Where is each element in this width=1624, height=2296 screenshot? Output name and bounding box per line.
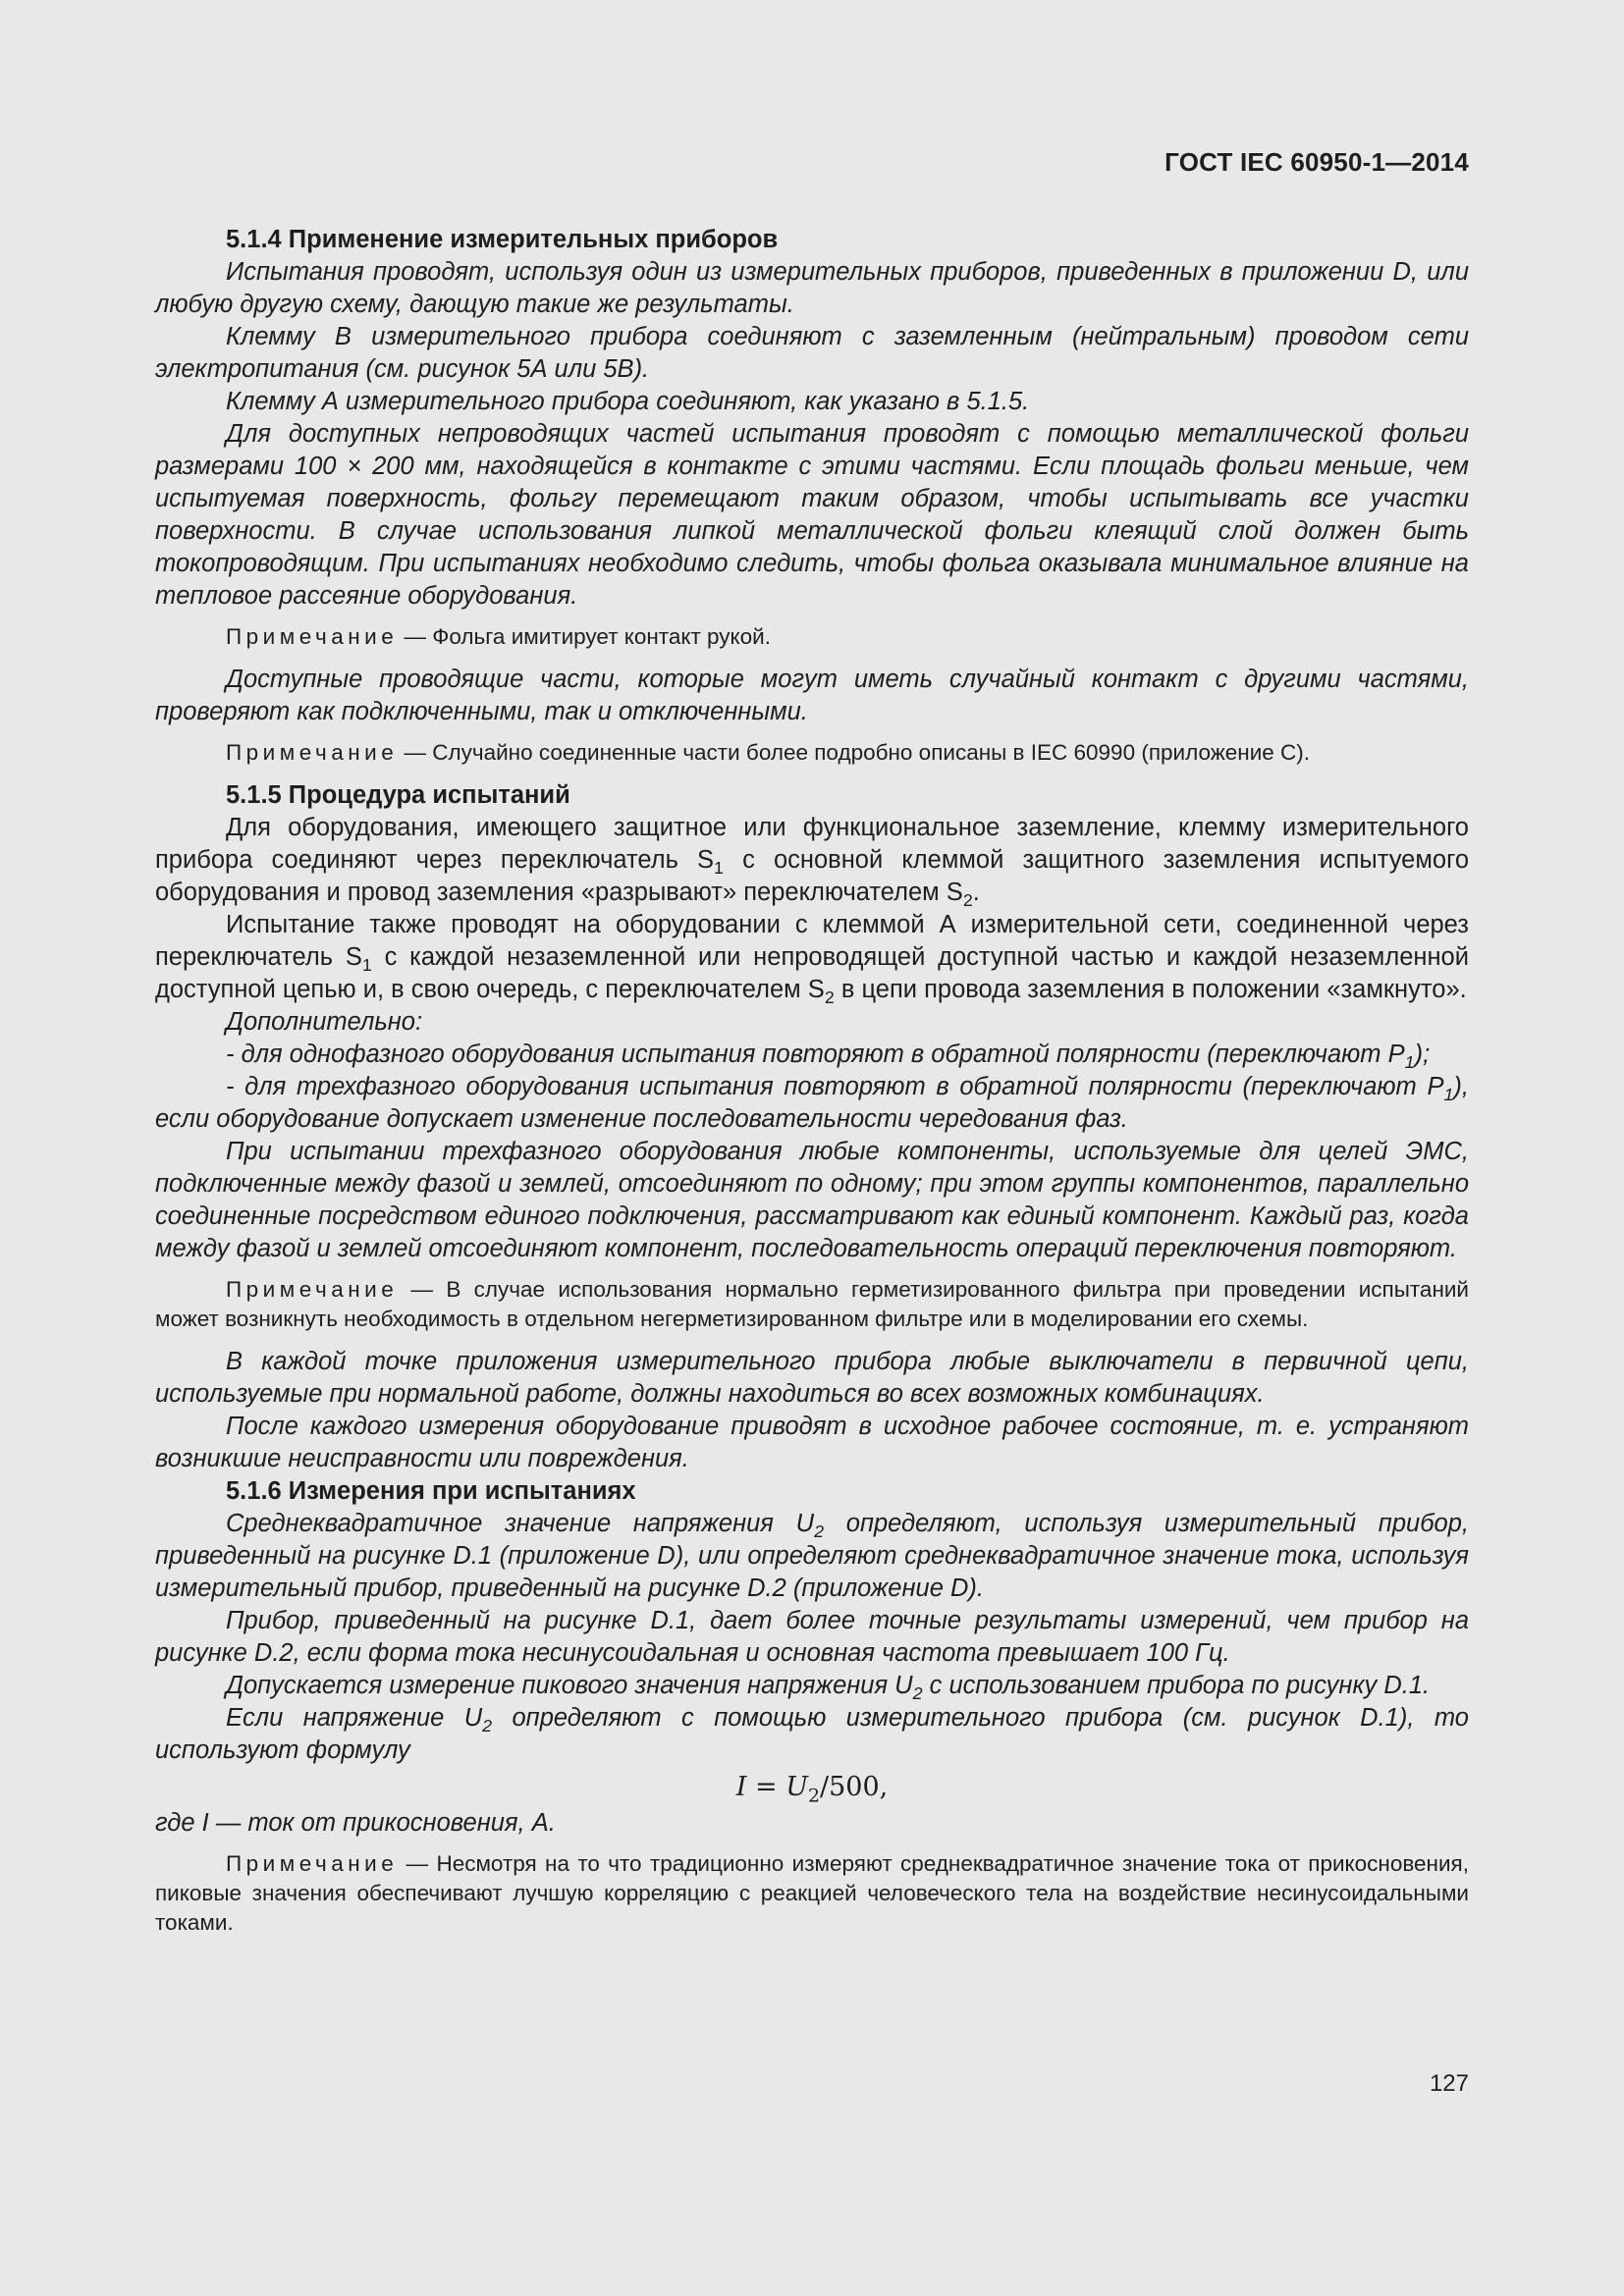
formula-lhs: I = U	[735, 1772, 808, 1802]
page-number: 127	[1429, 2070, 1469, 2097]
section-title-5-1-4: 5.1.4 Применение измерительных приборов	[226, 226, 779, 253]
note-label: Примечание	[226, 1851, 399, 1876]
section-title-5-1-6: 5.1.6 Измерения при испытаниях	[226, 1477, 636, 1505]
paragraph: Испытания проводят, используя один из измерительных приборов, приведенных в приложении D, или любую другую схему, дающую такие же результаты.	[155, 258, 1469, 318]
paragraph: После каждого измерения оборудование приводят в исходное рабочее состояние, т. е. устраняют возникшие неисправности или повреждения.	[155, 1413, 1469, 1472]
note	[155, 1275, 1469, 1334]
paragraph	[155, 1670, 1469, 1702]
text-run: ), если оборудование допускает изменение последовательности чередования фаз.	[155, 1073, 1469, 1133]
subscript: 1	[714, 858, 724, 879]
paragraph: Для доступных непроводящих частей испытания проводят с помощью металлической фольги размерами 100 × 200 мм, находящейся в контакте с этими частями. Если площадь фольги меньше, чем испытуемая поверхность, фольгу перемещают таким образом, чтобы испытывать все участки поверхности. В случае использования липкой металлической фольги клеящий слой должен быть токопроводящим. При испытаниях необходимо следить, чтобы фольга оказывала минимальное влияние на тепловое рассеяние оборудования.	[155, 420, 1469, 610]
note-text: — Случайно соединенные части более подробно описаны в IEC 60990 (приложение С).	[398, 740, 1311, 765]
formula-explanation: где I — ток от прикосновения, А.	[155, 1809, 556, 1837]
subscript: 2	[824, 988, 835, 1008]
paragraph: Дополнительно:	[226, 1008, 423, 1036]
text-run: - для трехфазного оборудования испытания повторяют в обратной полярности (переключают P	[226, 1073, 1444, 1100]
list-item	[155, 1071, 1469, 1136]
text-run: - для однофазного оборудования испытания повторяют в обратной полярности (переключают P	[226, 1041, 1405, 1068]
text-run: с основной клеммой защитного заземления испытуемого оборудования и провод заземления «разрывают» переключателем S	[155, 846, 1469, 906]
text-run: Среднеквадратичное значение напряжения U	[226, 1510, 815, 1537]
section-title-5-1-5: 5.1.5 Процедура испытаний	[226, 781, 570, 809]
document-code-header: ГОСТ IEC 60950-1—2014	[1164, 147, 1469, 177]
note	[155, 622, 1469, 652]
paragraph: Клемму В измерительного прибора соединяют с заземленным (нейтральным) проводом сети электропитания (см. рисунок 5А или 5В).	[155, 323, 1469, 383]
paragraph	[155, 909, 1469, 1006]
text-run: с каждой незаземленной или непроводящей доступной частью и каждой незаземленной доступной цепью и, в свою очередь, с переключателем S	[155, 943, 1469, 1003]
subscript: 2	[482, 1716, 493, 1736]
paragraph: При испытании трехфазного оборудования любые компоненты, используемые для целей ЭМС, подключенные между фазой и землей, отсоединяют по одному; при этом группы компонентов, параллельно соединенные посредством единого подключения, рассматривают как единый компонент. Каждый раз, когда между фазой и землей отсоединяют компонент, последовательность операций переключения повторяют.	[155, 1138, 1469, 1262]
text-run: определяют с помощью измерительного прибора (см. рисунок D.1), то используют формулу	[155, 1704, 1469, 1764]
formula	[155, 1771, 1469, 1807]
paragraph: Прибор, приведенный на рисунке D.1, дает более точные результаты измерений, чем прибор на рисунке D.2, если форма тока несинусоидальная и основная частота превышает 100 Гц.	[155, 1607, 1469, 1667]
text-run: );	[1414, 1041, 1431, 1068]
note-label: Примечание	[226, 624, 399, 649]
note-text: — Несмотря на то что традиционно измеряют среднеквадратичное значение тока от прикосновения, пиковые значения обеспечивают лучшую корреляцию с реакцией человеческого тела на воздействие несинусоидальными токами.	[155, 1851, 1469, 1935]
subscript: 2	[912, 1683, 923, 1704]
paragraph	[155, 1702, 1469, 1767]
subscript: 2	[814, 1522, 825, 1542]
note	[155, 738, 1469, 768]
paragraph	[155, 1508, 1469, 1605]
text-run: определяют, используя измерительный прибор, приведенный на рисунке D.1 (приложение D), или определяют среднеквадратичное значение тока, используя измерительный прибор, приведенный на рисунке D.2 (приложение D).	[155, 1510, 1469, 1602]
note-label: Примечание	[226, 740, 399, 765]
text-run: Допускается измерение пикового значения напряжения U	[226, 1672, 913, 1699]
subscript: 1	[1443, 1085, 1454, 1105]
subscript: 2	[962, 890, 973, 911]
text-run: с использованием прибора по рисунку D.1.	[922, 1672, 1431, 1699]
note	[155, 1849, 1469, 1938]
paragraph: Доступные проводящие части, которые могут иметь случайный контакт с другими частями, проверяют как подключенными, так и отключенными.	[155, 666, 1469, 725]
paragraph: В каждой точке приложения измерительного прибора любые выключатели в первичной цепи, используемые при нормальной работе, должны находиться во всех возможных комбинациях.	[155, 1348, 1469, 1408]
text-run: Для оборудования, имеющего защитное или функциональное заземление, клемму измерительного прибора соединяют через переключатель S	[155, 814, 1469, 874]
text-run: .	[972, 879, 980, 906]
subscript: 1	[361, 955, 372, 976]
subscript: 1	[1404, 1052, 1415, 1073]
note-label: Примечание	[226, 1277, 399, 1302]
note-text: — В случае использования нормально герметизированного фильтра при проведении испытаний может возникнуть необходимость в отдельном негерметизированном фильтре или в моделировании его схемы.	[155, 1277, 1469, 1331]
page-content	[155, 224, 1469, 1949]
formula-subscript: 2	[807, 1785, 821, 1807]
formula-rhs: /500,	[820, 1772, 889, 1802]
text-run: Испытание также проводят на оборудовании с клеммой А измерительной сети, соединенной через переключатель S	[155, 911, 1469, 971]
list-item	[155, 1039, 1469, 1071]
text-run: Если напряжение U	[226, 1704, 483, 1732]
paragraph	[155, 812, 1469, 909]
text-run: в цепи провода заземления в положении «замкнуто».	[834, 976, 1467, 1003]
paragraph: Клемму А измерительного прибора соединяют, как указано в 5.1.5.	[226, 388, 1030, 415]
note-text: — Фольга имитирует контакт рукой.	[398, 624, 771, 649]
